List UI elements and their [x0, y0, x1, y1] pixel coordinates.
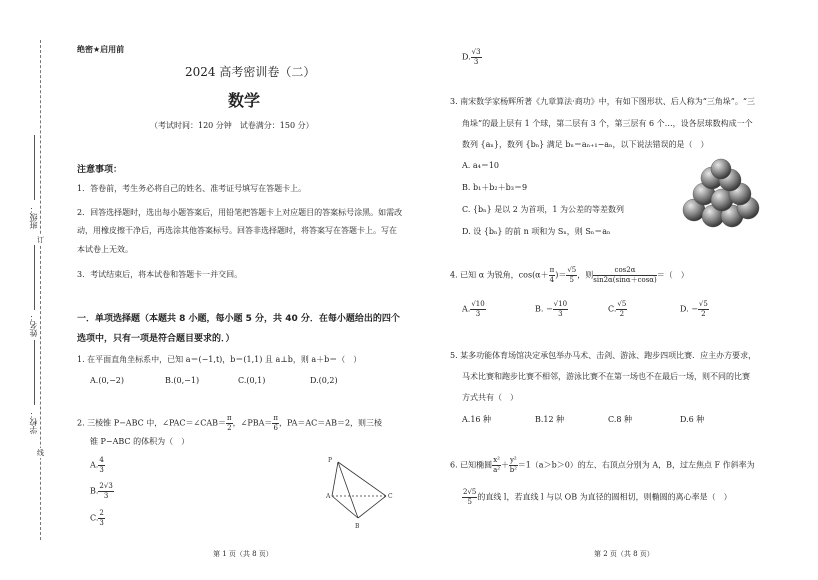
q4-stem [450, 266, 689, 285]
q2-option-d [462, 48, 482, 67]
q6-fx-den: a² [493, 466, 501, 474]
ball-pyramid-figure [682, 158, 762, 238]
q2-opt-b-den: 3 [103, 492, 109, 500]
left-page-footer: 第 1 页（共 8 页） [213, 550, 273, 558]
notice-2-cont: 动，用橡皮擦干净后，再选涂其他答案标号。回答非选择题时，将答案写在答题卡上。写在 [77, 226, 397, 235]
q4-opt-d-label: D. − [680, 304, 698, 314]
q1-option-d: D.(0,2) [310, 376, 338, 385]
q4-opt-a-label: A. [462, 304, 471, 314]
fig-label-c: C [388, 493, 393, 500]
fig-label-b: B [355, 523, 360, 530]
q2-stem-part-2: ，∠PBA＝ [232, 418, 273, 428]
q1-option-b: B.(0,−1) [165, 376, 200, 385]
q3-option-b: B. b₁＋b₂＋b₃＝9 [462, 183, 528, 192]
q6-slope-frac [462, 488, 477, 507]
q5-stem-line-2: 马术比赛和跑步比赛不相邻，游泳比赛不在第一场也不在最后一场，则不同的比赛 [462, 372, 750, 381]
q5-stem-line-3: 方式共有（ ） [462, 393, 518, 402]
fig-label-a: A [326, 493, 331, 500]
q4-f3-num: cos2α [593, 266, 657, 276]
q2-opt-c-den: 3 [99, 519, 104, 527]
section-title-line-1: 一．单项选择题（本题共 8 小题，每小题 5 分，共 40 分．在每小题给出的四个 [77, 314, 400, 324]
q4-opt-a-num: √10 [471, 300, 485, 308]
q4-opt-c-den: 2 [619, 310, 625, 318]
q4-part-3: ，则 [577, 270, 594, 280]
q6-fy-num: y² [509, 456, 517, 464]
q2-opt-d-frac [471, 48, 482, 67]
right-page-footer: 第 2 页（共 8 页） [594, 550, 654, 558]
q5-option-a: A.16 种 [462, 415, 492, 424]
q4-option-a [462, 300, 486, 319]
q2-frac2-den: 6 [273, 424, 278, 432]
subject-title: 数学 [228, 91, 261, 110]
q4-f2-den: 5 [569, 276, 575, 284]
class-underline [34, 135, 35, 200]
q4-opt-c-num: √5 [617, 300, 627, 308]
name-underline [34, 245, 35, 310]
q3-option-c: C. {bₙ} 是以 2 为首项，1 为公差的等差数列 [462, 205, 625, 214]
notice-2: 2．回答选择题时，选出每小题答案后，用铅笔把答题卡上对应题目的答案标号涂黑。如需改 [77, 208, 403, 217]
q2-opt-a-den: 3 [99, 466, 104, 474]
q3-stem-line-3: 数列 {aₙ}，数列 {bₙ} 满足 bₙ＝aₙ₊₁−aₙ，以下说法错误的是（ ） [462, 140, 709, 149]
q2-angle-fraction-2 [272, 414, 279, 433]
q2-opt-d-num: √3 [471, 48, 481, 56]
q6-stem-line-1 [450, 456, 755, 475]
q6-part-1: 6. 已知椭圆 [450, 460, 493, 470]
q4-opt-c-frac [616, 300, 627, 319]
q4-opt-a-frac [470, 300, 485, 319]
notice-2-end: 本试卷上无效。 [77, 245, 133, 254]
q2-opt-c-num: 2 [99, 509, 104, 517]
school-label: 学校： [29, 410, 38, 434]
q4-opt-d-frac [698, 300, 709, 319]
fig-label-p: P [328, 457, 333, 464]
class-label: 班级： [29, 205, 38, 229]
q4-f2-num: √5 [567, 266, 577, 274]
q2-opt-b-label: B. [90, 486, 99, 496]
q1-stem: 1. 在平面直角坐标系中，已知 a＝(−1,t)，b＝(1,1) 且 a⊥b，则 a＋b＝（ ） [77, 355, 362, 364]
q3-option-d: D. 设 {bₙ} 的前 n 项和为 Sₙ，则 Sₙ＝aₙ [462, 227, 611, 236]
q6-fy-den: b² [509, 466, 517, 474]
q2-opt-b-frac [98, 482, 113, 501]
q4-opt-d-num: √5 [698, 300, 708, 308]
exam-info: （考试时间：120 分钟 试卷满分：150 分） [150, 121, 314, 130]
q4-option-c [608, 300, 627, 319]
q5-stem-line-1: 5. 某多功能体育场馆决定承包举办马术、击剑、游泳、跑步四项比赛．应主办方要求， [450, 351, 757, 360]
q2-opt-b-num: 2√3 [99, 482, 113, 490]
q4-frac-3 [593, 266, 657, 285]
notice-1: 1．答卷前，考生务必将自己的姓名、准考证号填写在答题卡上。 [77, 184, 307, 193]
q5-option-b: B.12 种 [535, 415, 565, 424]
q4-f1-den: 4 [549, 276, 555, 284]
name-label: 姓名： [29, 313, 38, 337]
q2-opt-d-den: 3 [473, 58, 479, 66]
q2-frac1-num: π [227, 414, 232, 422]
q4-opt-b-label: B. − [535, 304, 553, 314]
q4-part-1: 4. 已知 α 为锐角，cos(α＋ [450, 270, 549, 280]
q4-opt-b-den: 3 [558, 310, 563, 318]
binding-ding-char: 订 [37, 236, 44, 244]
tetrahedron-figure [318, 452, 398, 532]
q2-frac2-num: π [273, 414, 278, 422]
q4-opt-d-den: 2 [701, 310, 706, 318]
q1-option-a: A.(0,−2) [90, 376, 124, 385]
q2-stem-part-1: 2. 三棱锥 P−ABC 中，∠PAC＝∠CAB＝ [77, 418, 227, 428]
binding-dotted-line [40, 40, 41, 540]
secret-label: 绝密★启用前 [77, 45, 125, 54]
q5-option-d: D.6 种 [680, 415, 705, 424]
q4-opt-c-label: C. [608, 304, 617, 314]
q6-f-den: 5 [467, 498, 472, 506]
q2-opt-c-label: C. [90, 513, 99, 523]
q2-option-a [90, 456, 105, 475]
q4-f1-num: π [549, 266, 555, 274]
q4-option-d [680, 300, 709, 319]
q6-frac-x [492, 456, 501, 475]
q4-f3-den: sin2α(sinα＋cosα) [593, 276, 657, 284]
q2-opt-a-num: 4 [99, 456, 104, 464]
q6-part-2: ＝1（a＞b＞0）的左、右顶点分别为 A，B，过左焦点 F 作斜率为 [517, 460, 755, 470]
notice-3: 3．考试结束后，将本试卷和答题卡一并交回。 [77, 270, 243, 279]
q6-f-num: 2√5 [463, 488, 477, 496]
q2-stem-part-3: ，PA＝AC＝AB＝2，则三棱 [278, 418, 383, 428]
q6-part-3: 的直线 l，若直线 l 与以 OB 为直径的圆相切，则椭圆的离心率是（ ） [477, 492, 732, 502]
q4-part-4: ＝（ ） [656, 270, 689, 280]
school-underline [34, 340, 35, 405]
q5-option-c: C.8 种 [608, 415, 633, 424]
q3-option-a: A. a₄＝10 [462, 161, 500, 170]
binding-xian-char: 线 [37, 449, 44, 457]
q3-stem-line-1: 3. 南宋数学家杨辉所著《九章算法·商功》中，有如下图形状、后人称为“三角垛”。“三 [450, 97, 755, 106]
q4-opt-b-frac [553, 300, 568, 319]
exam-title: 2024 高考密训卷（二） [185, 65, 316, 79]
q2-angle-fraction-1 [226, 414, 233, 433]
q2-opt-c-frac [98, 509, 104, 528]
q4-opt-b-num: √10 [553, 300, 568, 308]
q2-option-b [90, 482, 114, 501]
q3-stem-line-2: 角垛”的最上层有 1 个球，第二层有 3 个，第三层有 6 个…，设各层球数构成一个 [462, 119, 753, 128]
section-title-line-2: 选项中，只有一项是符合题目要求的．） [77, 334, 235, 344]
q2-stem-line-1 [77, 414, 382, 433]
q4-frac-2 [566, 266, 577, 285]
q6-fx-num: x² [493, 456, 500, 464]
notice-title: 注意事项： [77, 165, 123, 175]
q4-part-2: )＝ [555, 270, 567, 280]
q6-plus: ＋ [500, 460, 509, 470]
q6-frac-y [509, 456, 518, 475]
q2-opt-d-label: D. [462, 52, 471, 62]
q2-opt-a-frac [98, 456, 104, 475]
q4-option-b [535, 300, 568, 319]
q2-stem-line-2: 锥 P−ABC 的体积为（ ） [90, 437, 190, 446]
q2-frac1-den: 2 [227, 424, 232, 432]
q4-opt-a-den: 3 [475, 310, 481, 318]
q6-stem-line-2 [462, 488, 732, 507]
q2-opt-a-label: A. [90, 460, 99, 470]
q1-option-c: C.(0,1) [238, 376, 266, 385]
q2-option-c [90, 509, 105, 528]
